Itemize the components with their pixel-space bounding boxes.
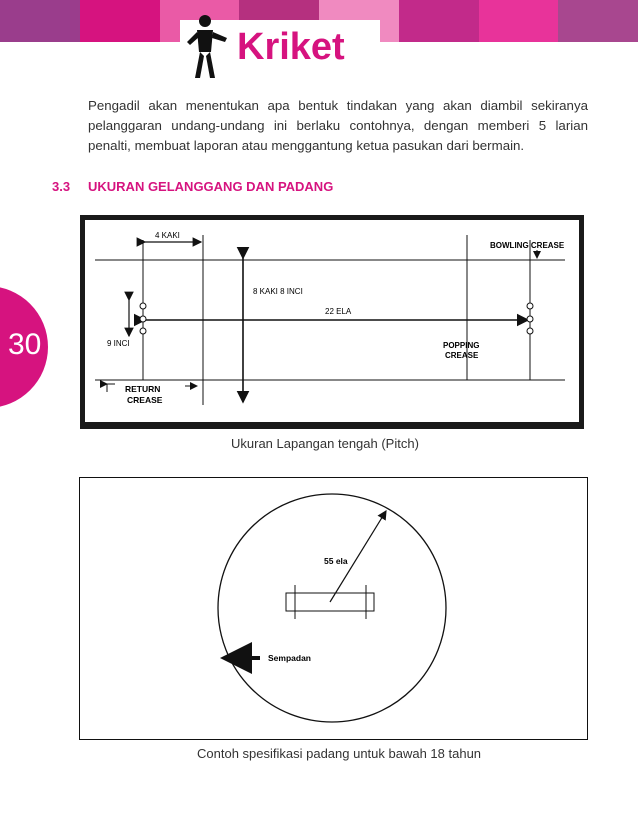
boundary-label: Sempadan	[268, 653, 311, 663]
boundary-circle	[218, 494, 446, 722]
section-title: UKURAN GELANGGANG DAN PADANG	[88, 179, 334, 194]
section-heading	[52, 179, 333, 194]
twenty-two-yards-label: 22 ELA	[325, 307, 352, 316]
field-diagram	[79, 477, 588, 740]
body-paragraph: Pengadil akan menentukan apa bentuk tindakan yang akan diambil sekiranya pelanggaran undang-undang ini berlaku contohnya, dengan memberi 5 larian penalti, membuat laporan atau menggantung ketua pasukan dari bermain.	[88, 98, 588, 153]
page-title: Kriket	[237, 26, 345, 68]
section-number: 3.3	[52, 179, 71, 194]
pitch-diagram-svg	[85, 220, 579, 422]
popping-crease-label-1: POPPING	[443, 341, 480, 350]
four-feet-label: 4 KAKI	[155, 231, 180, 240]
pitch-caption: Ukuran Lapangan tengah (Pitch)	[231, 436, 419, 451]
field-diagram-svg	[80, 478, 587, 739]
bowling-crease-label: BOWLING CREASE	[490, 241, 565, 250]
radius-label: 55 ela	[324, 556, 348, 566]
left-stumps	[140, 303, 146, 334]
field-caption: Contoh spesifikasi padang untuk bawah 18 tahun	[197, 746, 482, 761]
popping-crease-label-2: CREASE	[445, 351, 479, 360]
nine-inches-label: 9 INCI	[107, 339, 130, 348]
page-number: 30	[8, 328, 42, 361]
eight-feet-label: 8 KAKI 8 INCI	[253, 287, 303, 296]
return-crease-label-1: RETURN	[125, 384, 161, 394]
pitch-diagram	[85, 220, 579, 422]
cricket-player-icon	[183, 14, 237, 80]
right-stumps	[527, 303, 533, 334]
pitch-diagram-frame	[80, 215, 584, 429]
return-crease-label-2: CREASE	[127, 395, 163, 405]
